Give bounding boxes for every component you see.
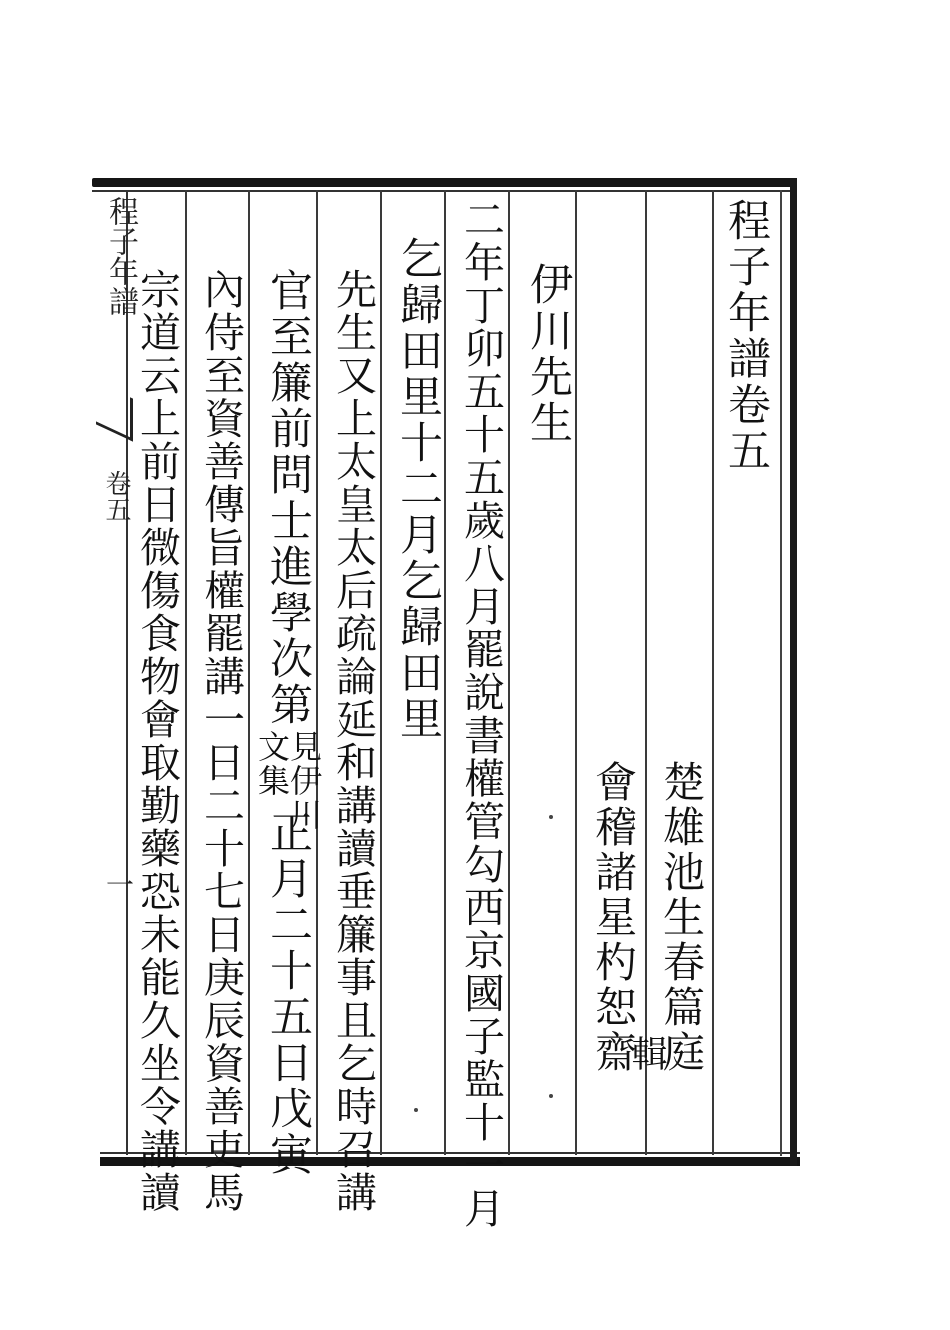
print-speck — [549, 1094, 553, 1098]
column-rule — [444, 190, 446, 1155]
annotation-note-a: 見伊川 — [285, 730, 323, 832]
gutter-divider — [126, 190, 128, 1155]
body-line-4: 宗道云上前日微傷食物會取勤藥恐未能久坐令講讀 — [133, 268, 181, 1214]
body-line-1: 先生又上太皇太后疏論延和講讀垂簾事且乞時召講 — [329, 268, 377, 1214]
editor-line-1: 楚雄池生春篇庭 — [657, 760, 706, 1075]
annotation-note-b: 文集 — [253, 730, 291, 798]
column-rule — [316, 190, 318, 1155]
column-rule — [645, 190, 647, 1155]
entry-year-line: 二年丁卯五十五歲八月罷說書權管勾西京國子監十一月 — [457, 198, 505, 1230]
column-rule — [248, 190, 250, 1155]
body-line-3: 內侍至資善傳旨權罷講一日二十七日庚辰資善吏馬 — [197, 268, 245, 1214]
column-rule — [380, 190, 382, 1155]
column-rule — [185, 190, 187, 1155]
gutter-page-number: 一 — [102, 870, 135, 898]
editor-line-2: 會稽諸星杓恕齋 — [589, 760, 638, 1075]
subject-heading: 伊川先生 — [523, 262, 573, 446]
frame-top-border — [92, 178, 796, 187]
column-rule — [575, 190, 577, 1155]
body-line-2a: 官至簾前問士進學次第 — [263, 268, 313, 728]
body-line-2b: 正月二十五日戊寅 — [263, 810, 313, 1178]
print-speck — [549, 815, 553, 819]
editor-role: 輯 — [626, 1035, 667, 1074]
frame-right-inner-line — [780, 190, 782, 1156]
frame-right-border — [790, 178, 797, 1166]
gutter-title: 程子年譜 — [103, 196, 138, 316]
column-rule — [508, 190, 510, 1155]
print-speck — [414, 1108, 418, 1112]
book-title: 程子年譜卷五 — [721, 198, 771, 474]
gutter-volume: 卷五 — [101, 470, 131, 522]
entry-continuation: 乞歸田里十二月乞歸田里 — [393, 236, 443, 742]
column-rule — [712, 190, 714, 1155]
